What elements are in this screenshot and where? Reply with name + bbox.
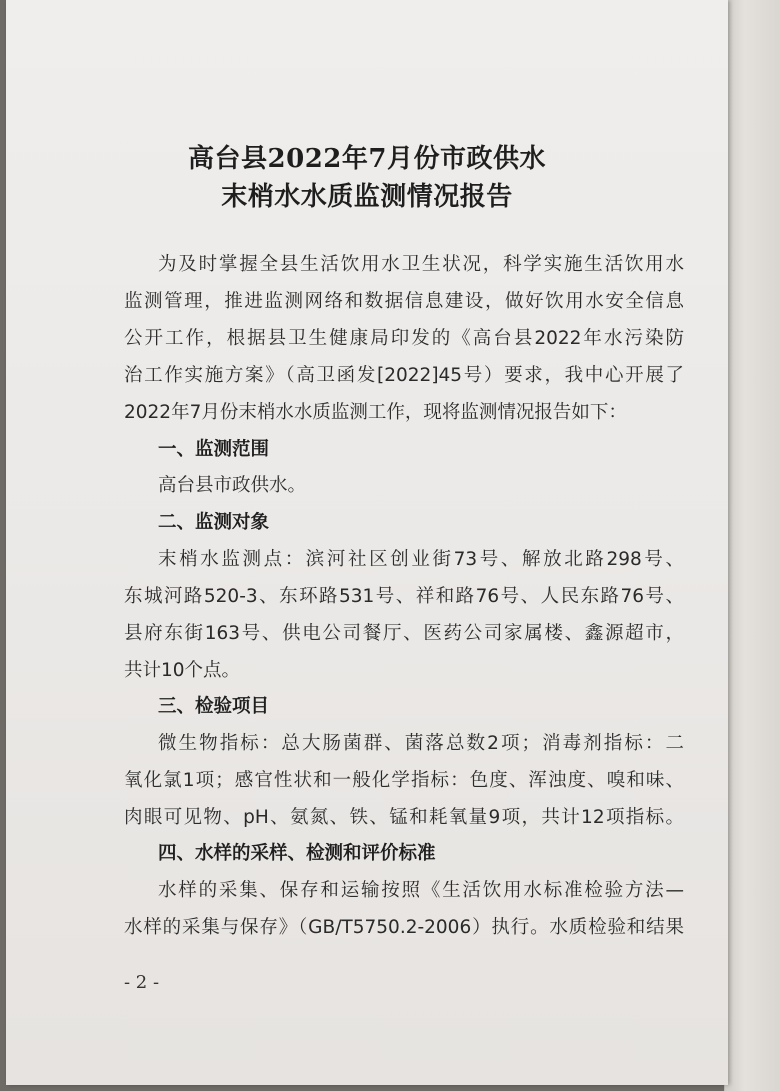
items-line-3: 肉眼可见物、pH、氨氮、铁、锰和耗氧量9项，共计12项指标。 [124, 807, 684, 828]
intro-line-5: 2022年7月份末梢水水质监测工作，现将监测情况报告如下： [124, 402, 627, 423]
objects-line-2: 东城河路520-3、东环路531号、祥和路76号、人民东路76号、 [124, 586, 684, 607]
scope-line-1: 高台县市政供水。 [158, 475, 307, 496]
intro-line-4: 治工作实施方案》（高卫函发[2022]45号）要求，我中心开展了 [124, 365, 684, 386]
objects-line-3: 县府东街163号、供电公司餐厅、医药公司家属楼、鑫源超市， [124, 623, 684, 644]
objects-line-1: 末梢水监测点：滨河社区创业街73号、解放北路298号、 [158, 549, 684, 570]
sampling-line-1: 水样的采集、保存和运输按照《生活饮用水标准检验方法— [158, 880, 684, 901]
heading-scope: 一、监测范围 [158, 439, 270, 460]
sampling-line-2: 水样的采集与保存》（GB/T5750.2-2006）执行。水质检验和结果 [124, 917, 684, 938]
report-title-line-2: 末梢水水质监测情况报告 [221, 182, 513, 212]
heading-items: 三、检验项目 [158, 696, 270, 717]
objects-line-4: 共计10个点。 [124, 660, 241, 681]
intro-line-2: 监测管理，推进监测网络和数据信息建设，做好饮用水安全信息 [124, 291, 684, 312]
items-line-2: 氧化氯1项；感官性状和一般化学指标：色度、浑浊度、嗅和味、 [124, 770, 684, 791]
document-page [6, 0, 728, 1085]
page-number: - 2 - [124, 972, 160, 993]
intro-line-3: 公开工作，根据县卫生健康局印发的《高台县2022年水污染防 [124, 328, 684, 349]
items-line-1: 微生物指标：总大肠菌群、菌落总数2项；消毒剂指标：二 [158, 733, 684, 754]
report-title-line-1: 高台县2022年7月份市政供水 [188, 144, 546, 174]
next-page-edge [724, 0, 780, 1091]
heading-sampling: 四、水样的采样、检测和评价标准 [158, 843, 436, 864]
intro-line-1: 为及时掌握全县生活饮用水卫生状况，科学实施生活饮用水 [158, 254, 684, 275]
heading-objects: 二、监测对象 [158, 512, 270, 533]
